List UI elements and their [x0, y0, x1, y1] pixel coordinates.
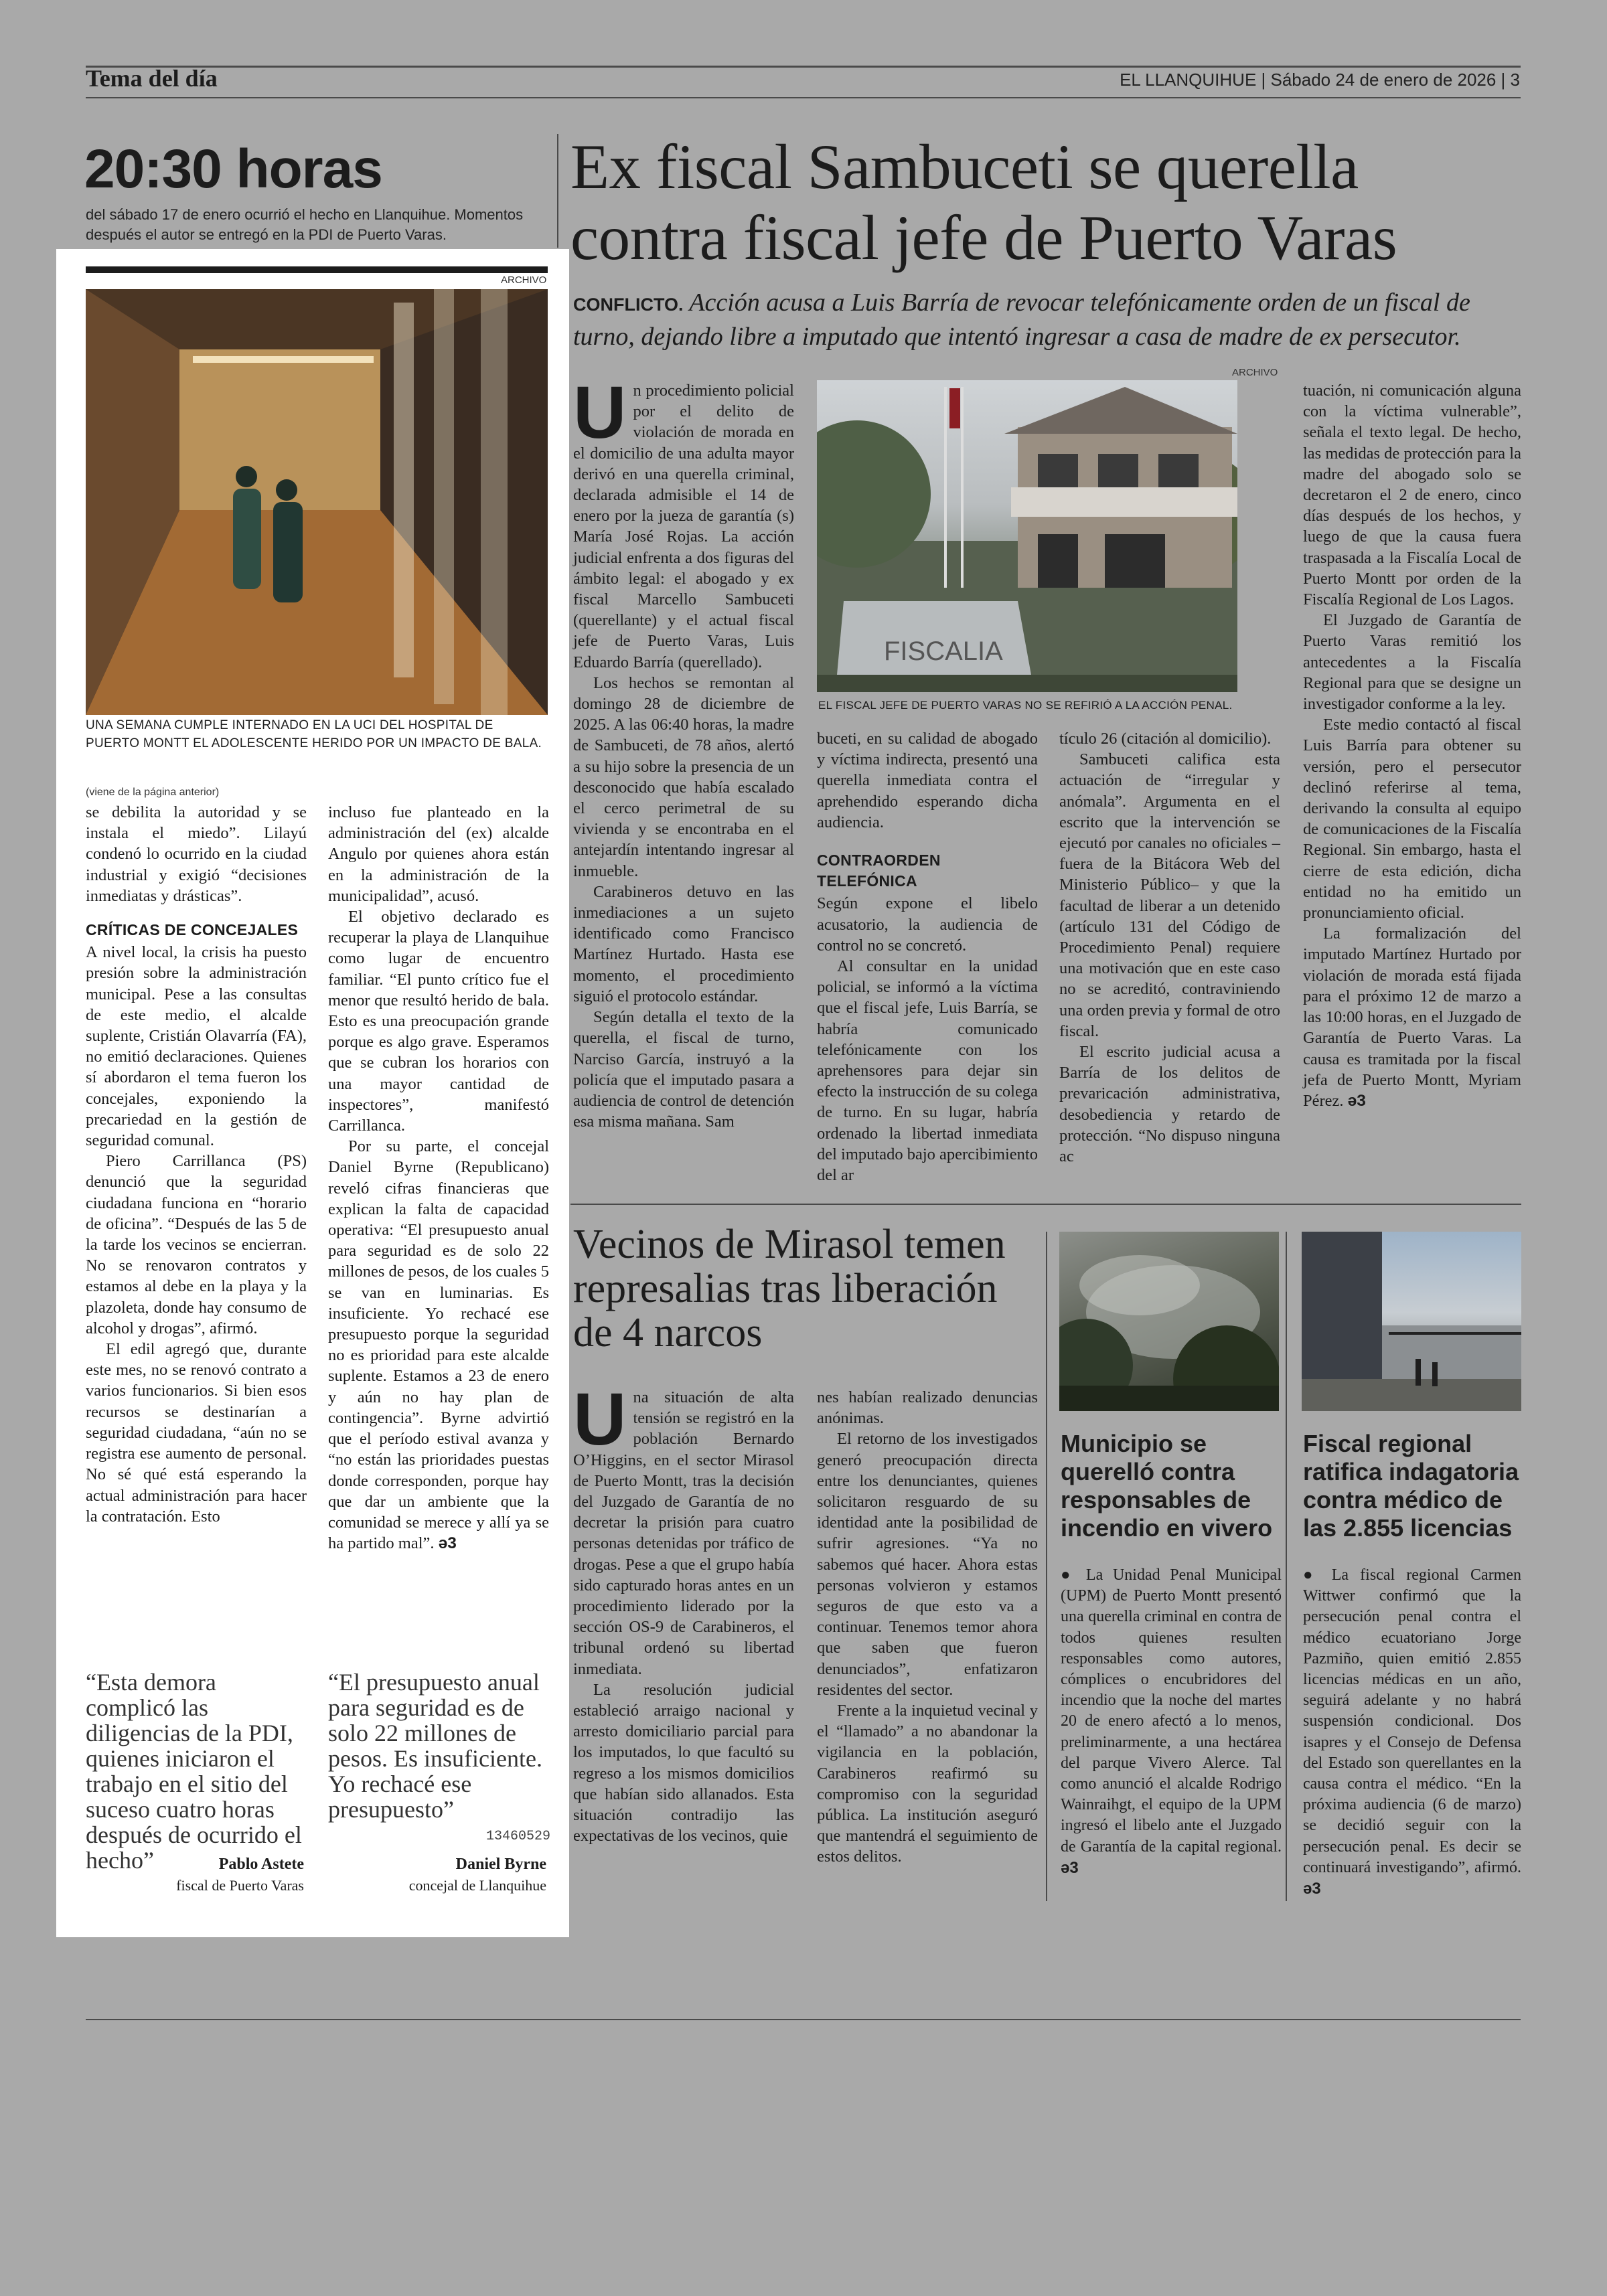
fiscalia-building-illustration	[817, 380, 1237, 692]
medico-headline: Fiscal regional ratifica indagatoria contra médico de las 2.855 licencias	[1303, 1430, 1519, 1542]
header-rule	[86, 97, 1521, 98]
mirasol-col1-p2: La resolución judicial estableció arraigo nacional y arresto domiciliario parcial para los imputados, lo que facultó su regreso a los mismos domicilios que habían sido allanados. Esta situación contradijo las expectativas de los vecinos, quie	[573, 1680, 794, 1846]
main-col-2	[817, 728, 1038, 1185]
left-col1-p3: Piero Carrillanca (PS) denunció que la seguridad ciudadana funciona en “horario de oficina”. “Después de las 5 de la tarde los vecinos se encierran. No se renovaron contratos y estamos al debe en la playa y la plazoleta, donde hay consumo de alcohol y drogas”, afirmó.	[86, 1152, 307, 1337]
main-photo-credit: ARCHIVO	[1232, 367, 1278, 378]
main-col-1	[573, 372, 794, 1132]
quote-astete: “Esta demora complicó las diligencias de la PDI, quienes iniciaron el trabajo en el sitio del suceso cuatro horas después de ocurrido el hecho”	[86, 1669, 302, 1874]
main-col4-p3: Este medio contactó al fiscal Luis Barría para obtener su versión, pero el persecutor declinó referirse al tema, derivando la consulta al equipo de comunicaciones de la Fiscalía Regional. Sin embargo, hasta el cierre de esta edición, dicha entidad no ha emitido un pronunciamiento oficial.	[1303, 716, 1521, 922]
masthead-dateline: EL LLANQUIHUE | Sábado 24 de enero de 2026 | 3	[1120, 70, 1520, 90]
section-rule	[570, 1204, 1521, 1205]
left-col2-p1: incluso fue planteado en la administración del (ex) alcalde Angulo por quienes ahora están en la administración de la municipalidad”, acusó.	[328, 803, 549, 905]
mirasol-col2-p2: El retorno de los investigados generó preocupación directa entre los denunciantes, quienes solicitaron resguardo de su identidad ante la posibilidad de sufrir agresiones. “Ya no sabemos qué hacer. Ahora estas personas volvieron y estamos seguros de que esto va a continuar. Tenemos temor ahora que saben que fueron denunciados”, enfatizaron residentes del sector.	[817, 1430, 1038, 1699]
col-divider	[1046, 1232, 1047, 1901]
fiscalia-building-photo	[817, 380, 1237, 692]
quote-byrne: “El presupuesto anual para seguridad es de solo 22 millones de pesos. Es insuficiente. Yo rechacé ese presupuesto”	[328, 1669, 542, 1823]
main-col-3	[1059, 728, 1280, 1167]
main-col4-p2: El Juzgado de Garantía de Puerto Varas remitió los antecedentes a la Fiscalía Regional para que se designe un investigador conforme a la ley.	[1303, 611, 1521, 714]
main-col1-p2: Los hechos se remontan al domingo 28 de diciembre de 2025. A las 06:40 horas, la madre de Sambuceti, de 78 años, alertó a su hijo sobre la presencia de un desconocido que había escalado el cerco perimetral de su vivienda y se encontraba en el antejardín intentando ingresar al inmueble.	[573, 673, 794, 880]
left-col2-p3: Por su parte, el concejal Daniel Byrne (Republicano) reveló cifras financieras que explican la falta de capacidad operativa: “El presupuesto anual para seguridad es de solo 22 millones de pesos, de los cuales 5 se van en luminarias. Es insuficiente. Yo rechacé ese presupuesto porque la seguridad no es prioridad para este alcalde suplente. Estamos a 23 de enero y aún no hay plan de contingencia”. Byrne advirtió que el período estival avanza y “no están las prioridades puestas donde corresponden, porque hay que dar un ambiente que la comunidad se merece y allí ya se ha partido mal”. ǝ3	[328, 1137, 550, 1553]
street-photo	[1302, 1232, 1521, 1411]
clip-id-stamp: 13460529	[486, 1829, 551, 1844]
main-headline: Ex fiscal Sambuceti se querella contra fiscal jefe de Puerto Varas	[570, 131, 1397, 273]
photo-top-bar	[86, 266, 548, 273]
main-deck	[573, 286, 1521, 353]
mirasol-headline: Vecinos de Mirasol temen represalias tras liberación de 4 narcos	[573, 1222, 1006, 1356]
medico-text: ● La fiscal regional Carmen Wittwer confirmó que la persecución penal contra el médico ecuatoriano Jorge Pazmiño, quien emitió 2.855 licencias médicas en un año, seguirá adelante y no habrá suspensión condicional. Dos isapres y el Consejo de Defensa del Estado son querellantes en la causa contra el médico. “En la próxima audiencia (6 de marzo) se decidió seguir con la persecución penal. Es decir se continuará investigando”, afirmó. ǝ3	[1303, 1566, 1522, 1898]
big-time: 20:30 horas	[84, 139, 382, 199]
main-col1-p1: n procedimiento policial por el delito de violación de morada en el domicilio de una adulta mayor derivó en una querella criminal, declarada admisible el 14 de enero por la jueza de garantía (s) María José Rojas. La acción judicial enfrenta a dos figuras del ámbito legal: el abogado y ex fiscal Marcello Sambuceti (querellante) y el actual fiscal jefe de Puerto Varas, Luis Eduardo Barría (querellado).	[573, 382, 794, 671]
wildfire-illustration	[1059, 1232, 1279, 1411]
incendio-headline: Municipio se querelló contra responsables de incendio en vivero	[1061, 1430, 1273, 1542]
section-label: Tema del día	[86, 65, 218, 92]
main-col2-p3: Al consultar en la unidad policial, se informó a la víctima que el fiscal jefe, Luis Barría, se habría comunicado telefónicamente con los aprehensores para dejar sin efecto la instrucción de su colega de turno. En su lugar, habría ordenado la libertad inmediata del imputado bajo apercibimiento del ar	[817, 957, 1038, 1185]
continued-note: (viene de la página anterior)	[86, 787, 220, 798]
mirasol-col1-p1: na situación de alta tensión se registró en la población Bernardo O’Higgins, en el sector Mirasol de Puerto Montt, tras la decisión del Juzgado de Garantía de no decretar la prisión para cuatro personas detenidas por tráfico de drogas. Pese a que el grupo había sido capturado horas antes en un procedimiento liderado por la sección OS-9 de Carabineros, el tribunal ordenó su libertad inmediata.	[573, 1388, 794, 1678]
quote-byrne-name: Daniel Byrne	[455, 1856, 546, 1873]
wildfire-photo	[1059, 1232, 1279, 1411]
street-illustration	[1302, 1232, 1521, 1411]
main-col4-p4: La formalización del imputado Martínez Hurtado por violación de morada está fijada para el próximo 12 de marzo a las 10:00 horas, en el Juzgado de Garantía de Puerto Varas. La causa es tramitada por la fiscal jefa de Puerto Montt, Myriam Pérez. ǝ3	[1303, 924, 1521, 1110]
main-col3-p2: Sambuceti califica esta actuación de “irregular y anómala”. Argumenta en el escrito que la intervención se ejecutó por canales no oficiales –fuera de la Bitácora Web del Ministerio Público– y que la facultad de liberar a un detenido (artículo 131 del Código de Procedimiento Penal) requiere una motivación que en este caso no se acreditó, contraviniendo una orden previa y formal de otro fiscal.	[1059, 750, 1280, 1040]
main-col2-p2: Según expone el libelo acusatorio, la audiencia de control no se concretó.	[817, 894, 1038, 955]
big-time-subtitle: del sábado 17 de enero ocurrió el hecho en Llanquihue. Momentos después el autor se entregó en la PDI de Puerto Varas.	[86, 206, 524, 243]
mirasol-col2-p1: nes habían realizado denuncias anónimas.	[817, 1388, 1038, 1428]
main-col1-p4: Según detalla el texto de la querella, el fiscal de turno, Narciso García, instruyó a la policía que el imputado pasara a audiencia de control de detención esa misma mañana. Sam	[573, 1008, 794, 1131]
mirasol-dropcap: U	[573, 1378, 627, 1461]
left-col1-p1: se debilita la autoridad y se instala el miedo”. Lilayú condenó lo ocurrido en la ciudad industrial y exigió “decisiones inmediatas y drásticas”.	[86, 803, 307, 905]
quote-byrne-role: concejal de Llanquihue	[408, 1877, 546, 1894]
incendio-body	[1061, 1565, 1282, 1879]
hospital-corridor-photo	[86, 289, 548, 715]
deck-text: Acción acusa a Luis Barría de revocar telefónicamente orden de un fiscal de turno, dejando libre a imputado que intentó ingresar a casa de madre de ex persecutor.	[573, 289, 1470, 351]
left-col1-kicker: CRÍTICAS DE CONCEJALES	[86, 921, 299, 939]
mirasol-col-1	[573, 1378, 794, 1846]
left-col2-p2: El objetivo declarado es recuperar la playa de Llanquihue como lugar de encuentro familiar. “El punto crítico fue el menor que resultó herido de bala. Esto es una preocupación grande porque es algo grave. Esperamos que se cubran los horarios con una mayor cantidad de inspectores”, manifestó Carrillanca.	[328, 908, 549, 1135]
left-photo-caption: UNA SEMANA CUMPLE INTERNADO EN LA UCI DEL HOSPITAL DE PUERTO MONTT EL ADOLESCENTE HERIDO POR UN IMPACTO DE BALA.	[86, 718, 542, 750]
main-col-4	[1303, 380, 1521, 1111]
main-col2-kicker: CONTRAORDEN TELEFÓNICA	[817, 851, 941, 890]
main-col4-p1: tuación, ni comunicación alguna con la víctima vulnerable”, señala el texto legal. De hecho, las medidas de protección para la madre del abogado solo se decretaron el 2 de enero, cinco días después de los hechos, y luego de que la causa fuera traspasada a la Fiscalía Local de Puerto Montt por orden de la Fiscalía Regional de Los Lagos.	[1303, 382, 1521, 609]
hospital-corridor-illustration	[86, 289, 548, 715]
fiscalia-sign: FISCALIA	[884, 637, 1003, 666]
left-photo-credit: ARCHIVO	[501, 274, 547, 286]
incendio-text: ● La Unidad Penal Municipal (UPM) de Puerto Montt presentó una querella criminal en contra de todos quienes resulten responsables como autores, cómplices o encubridores del incendio que la noche del martes 20 de enero afectó a lo menos, preliminarmente, a una hectárea del parque Vivero Alerce. Tal como anunció el alcalde Rodrigo Wainraihgt, el equipo de la UPM ingresó el libelo ante el Juzgado de Garantía de la capital regional. ǝ3	[1061, 1566, 1282, 1877]
quote-astete-name: Pablo Astete	[218, 1856, 304, 1873]
main-photo-caption: EL FISCAL JEFE DE PUERTO VARAS NO SE REFIRIÓ A LA ACCIÓN PENAL.	[818, 699, 1233, 712]
left-col-1	[86, 802, 307, 1527]
deck-label: CONFLICTO.	[573, 295, 684, 315]
left-col1-p4: El edil agregó que, durante este mes, no se renovó contrato a varios funcionarios. Si bien esos recursos se destinarían a seguridad ciudadana, “aún no se registra ese aumento de personal. No sé qué está esperando la actual administración para hacer la contratación. Esto	[86, 1340, 307, 1526]
left-col1-p2: A nivel local, la crisis ha puesto presión sobre la administración municipal. Pese a las consultas de este medio, el alcalde suplente, Cristián Olavarría (FA), no emitió declaraciones. Quienes sí abordaron el tema fueron los concejales, exponiendo la precariedad en la gestión de seguridad comunal.	[86, 943, 307, 1150]
mirasol-col-2	[817, 1387, 1038, 1868]
col-divider	[1286, 1232, 1287, 1901]
bottom-rule	[86, 2019, 1521, 2020]
main-col3-p3: El escrito judicial acusa a Barría de los delitos de prevaricación administrativa, desobediencia y retardo de protección. “No dispuso ninguna ac	[1059, 1043, 1280, 1166]
left-col-2	[328, 802, 549, 1554]
col-divider	[557, 134, 558, 248]
top-rule	[86, 66, 1521, 68]
quote-astete-role: fiscal de Puerto Varas	[176, 1877, 304, 1894]
mirasol-col2-p3: Frente a la inquietud vecinal y el “llamado” a no abandonar la vigilancia en la población, Carabineros reafirmó su compromiso con la seguridad pública. La institución aseguró que mantendrá el seguimiento de estos delitos.	[817, 1702, 1038, 1866]
main-col3-p1: tículo 26 (citación al domicilio).	[1059, 730, 1272, 748]
main-dropcap: U	[573, 372, 627, 454]
main-col1-p3: Carabineros detuvo en las inmediaciones a un sujeto identificado como Francisco Martínez Hurtado. Hasta ese momento, el procedimiento siguió el protocolo estándar.	[573, 882, 794, 1005]
main-col2-p1: buceti, en su calidad de abogado y víctima indirecta, presentó una querella inmediata contra el aprehendido esperando dicha audiencia.	[817, 730, 1038, 831]
medico-body	[1303, 1565, 1521, 1900]
